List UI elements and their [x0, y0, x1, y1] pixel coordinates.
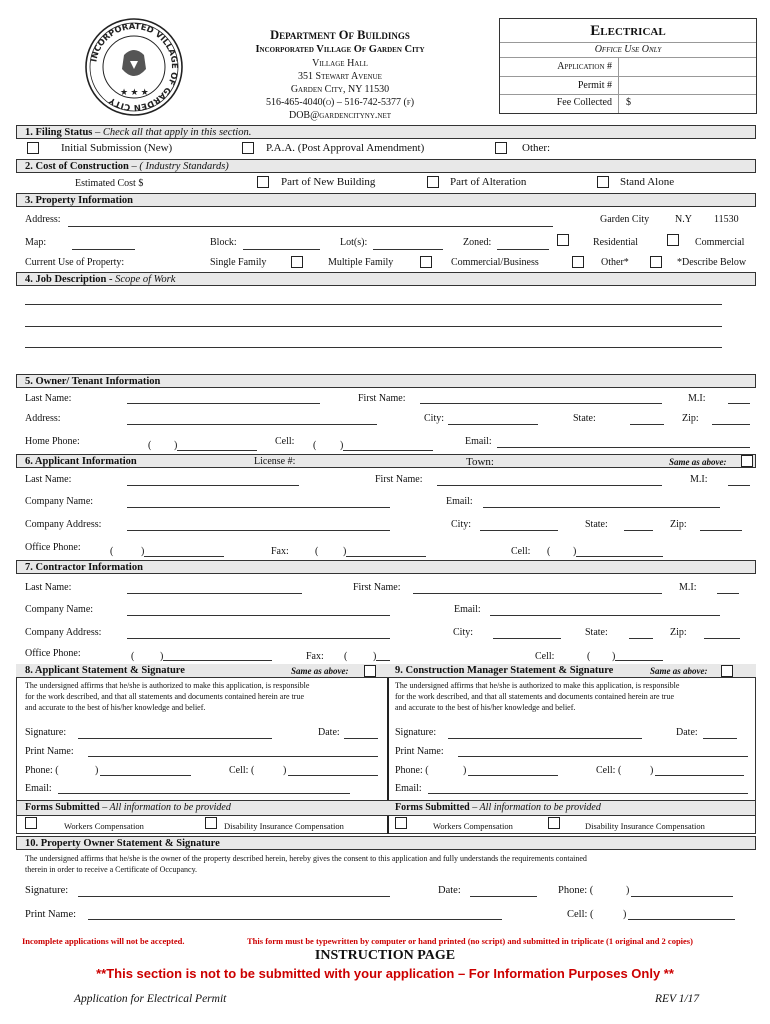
owner-signature-label: Signature:	[25, 885, 69, 896]
contractor-zip-label: Zip:	[670, 627, 687, 638]
owner-email-label: Email:	[465, 436, 492, 447]
commercial-checkbox[interactable]	[667, 234, 679, 246]
owner-cell-field[interactable]	[343, 450, 433, 451]
contractor-last-name-label: Last Name:	[25, 582, 72, 593]
owner-first-name-label: First Name:	[358, 393, 406, 404]
other-use-checkbox[interactable]	[650, 256, 662, 268]
home-phone-paren-open: (	[148, 440, 152, 451]
applicant-office-paren-open: (	[110, 546, 114, 557]
contractor-zip-field[interactable]	[704, 638, 740, 639]
applicant-zip-label: Zip:	[670, 519, 687, 530]
owner-city-field[interactable]	[448, 424, 538, 425]
applicant-cell-phone-paren-close: )	[283, 765, 287, 776]
applicant-disability-label: Disability Insurance Compensation	[224, 821, 344, 831]
cm-date-label: Date:	[676, 727, 698, 738]
other-use-label: Other*	[601, 257, 629, 268]
village-hall: Village Hall	[312, 58, 368, 69]
contractor-company-label: Company Name:	[25, 604, 94, 615]
applicant-cell-phone-label: Cell: (	[229, 765, 255, 776]
applicant-fax-paren-open: (	[315, 546, 319, 557]
fee-dollar-sign: $	[626, 97, 631, 108]
revision-label: REV 1/17	[655, 993, 700, 1005]
cm-cell-phone-field[interactable]	[655, 775, 744, 776]
single-family-checkbox[interactable]	[291, 256, 303, 268]
town-label: Town:	[466, 456, 494, 468]
owner-phone-label: Phone: (	[558, 885, 594, 896]
applicant-date-label: Date:	[318, 727, 340, 738]
applicant-first-name-field[interactable]	[437, 485, 662, 486]
filing-status-header: 1. Filing Status – Check all that apply in this section.	[16, 125, 756, 139]
cm-forms-submitted: Forms Submitted – All information to be provided	[395, 802, 601, 813]
applicant-statement-same-checkbox[interactable]	[364, 665, 376, 677]
owner-cell-phone-paren-close: )	[623, 909, 627, 920]
applicant-print-name-field[interactable]	[88, 756, 378, 757]
owner-last-name-label: Last Name:	[25, 393, 72, 404]
cell-paren-open: (	[313, 440, 317, 451]
contractor-mi-field[interactable]	[717, 593, 739, 594]
home-phone-paren-close: )	[174, 440, 178, 451]
applicant-company-field[interactable]	[127, 507, 390, 508]
applicant-signature-field[interactable]	[78, 738, 272, 739]
village-name: Incorporated Village Of Garden City	[255, 44, 425, 55]
owner-signature-field[interactable]	[78, 896, 390, 897]
owner-address-label: Address:	[25, 413, 61, 424]
owner-last-name-field[interactable]	[127, 403, 320, 404]
property-address-label: Address:	[25, 214, 61, 225]
contractor-cell-paren-close: )	[612, 651, 616, 662]
permit-number-label: Permit #	[577, 80, 612, 91]
cm-phone-paren-close: )	[463, 765, 467, 776]
contractor-first-name-field[interactable]	[413, 593, 662, 594]
owner-phone-paren-close: )	[626, 885, 630, 896]
owner-phone-field[interactable]	[631, 896, 733, 897]
phone-fax: 516-465-4040(o) – 516-742-5377 (f)	[265, 97, 415, 108]
applicant-fax-field[interactable]	[346, 556, 426, 557]
applicant-same-checkbox[interactable]	[741, 455, 753, 467]
applicant-cell-label: Cell:	[511, 546, 531, 557]
contractor-info-header: 7. Contractor Information	[16, 560, 756, 574]
job-description-header: 4. Job Description - Scope of Work	[16, 272, 756, 286]
property-owner-statement-header: 10. Property Owner Statement & Signature	[16, 836, 756, 850]
applicant-last-name-field[interactable]	[127, 485, 299, 486]
property-city: Garden City	[600, 214, 650, 225]
map-label: Map:	[25, 237, 47, 248]
owner-mi-field[interactable]	[728, 403, 750, 404]
property-address-field[interactable]	[68, 226, 553, 227]
applicant-phone-label: Phone: (	[25, 765, 59, 776]
owner-first-name-field[interactable]	[420, 403, 662, 404]
contractor-city-label: City:	[453, 627, 474, 638]
owner-home-phone-field[interactable]	[177, 450, 257, 451]
fee-collected-label: Fee Collected	[556, 97, 612, 108]
contractor-cell-paren-open: (	[587, 651, 591, 662]
applicant-statement-line-2: for the work described, and that all statements and documents contained herein are true	[25, 692, 305, 701]
initial-submission-checkbox[interactable]	[27, 142, 39, 154]
street-address: 351 Stewart Avenue	[298, 71, 382, 82]
owner-statement-line-1: The undersigned affirms that he/she is the owner of the property described herein, hereby gives the consent to this application and fully understands the requirements contained	[25, 854, 587, 863]
owner-date-label: Date:	[438, 885, 461, 896]
contractor-last-name-field[interactable]	[127, 593, 302, 594]
applicant-cell-paren-close: )	[573, 546, 577, 557]
applicant-email-field[interactable]	[483, 507, 720, 508]
applicant-cell-paren-open: (	[547, 546, 551, 557]
cm-disability-label: Disability Insurance Compensation	[585, 821, 705, 831]
contractor-state-label: State:	[585, 627, 608, 638]
cm-signature-field[interactable]	[448, 738, 642, 739]
applicant-fax-paren-close: )	[343, 546, 347, 557]
owner-state-label: State:	[573, 413, 596, 424]
stand-alone-label: Stand Alone	[620, 176, 675, 188]
cm-date-field[interactable]	[703, 738, 737, 739]
applicant-disability-checkbox[interactable]	[205, 817, 217, 829]
paa-label: P.A.A. (Post Approval Amendment)	[266, 142, 425, 154]
applicant-office-phone-label: Office Phone:	[25, 542, 81, 553]
cm-phone-field[interactable]	[468, 775, 558, 776]
cm-print-name-label: Print Name:	[395, 746, 444, 757]
svg-text:★ ★ ★: ★ ★ ★	[120, 87, 149, 97]
cm-workers-comp-checkbox[interactable]	[395, 817, 407, 829]
dept-email: DOB@gardencityny.net	[288, 110, 392, 121]
applicant-state-field[interactable]	[624, 530, 653, 531]
applicant-office-phone-field[interactable]	[144, 556, 224, 557]
instruction-page-title: INSTRUCTION PAGE	[314, 948, 456, 963]
owner-address-field[interactable]	[127, 424, 377, 425]
cm-disability-checkbox[interactable]	[548, 817, 560, 829]
applicant-first-name-label: First Name:	[375, 474, 423, 485]
applicant-cell-phone-field[interactable]	[288, 775, 378, 776]
residential-checkbox[interactable]	[557, 234, 569, 246]
owner-zip-field[interactable]	[712, 424, 750, 425]
office-title: Electrical	[590, 23, 666, 39]
owner-state-field[interactable]	[630, 424, 664, 425]
zoned-field[interactable]	[497, 249, 549, 250]
contractor-fax-field[interactable]	[376, 660, 390, 661]
block-field[interactable]	[243, 249, 320, 250]
contractor-cell-field[interactable]	[615, 660, 663, 661]
applicant-company-address-field[interactable]	[127, 530, 390, 531]
describe-below-label: *Describe Below	[677, 257, 747, 268]
applicant-statement-line-3: and accurate to the best of his/her knowledge and belief.	[25, 703, 206, 712]
new-building-label: Part of New Building	[281, 176, 376, 188]
applicant-office-paren-close: )	[141, 546, 145, 557]
owner-email-field[interactable]	[497, 447, 750, 448]
applicant-city-label: City:	[451, 519, 472, 530]
applicant-statement-same-label: Same as above:	[291, 666, 349, 676]
not-submitted-notice: **This section is not to be submitted with your application – For Information Purposes Only **	[96, 966, 674, 981]
block-label: Block:	[210, 237, 237, 248]
owner-tenant-header: 5. Owner/ Tenant Information	[16, 374, 756, 388]
contractor-first-name-label: First Name:	[353, 582, 401, 593]
village-seal	[84, 17, 184, 117]
contractor-office-phone-label: Office Phone:	[25, 648, 81, 659]
other-filing-checkbox[interactable]	[495, 142, 507, 154]
applicant-forms-submitted: Forms Submitted – All information to be provided	[25, 802, 231, 813]
office-use-box	[499, 18, 757, 114]
license-label: License #:	[254, 456, 296, 467]
application-number-label: Application #	[557, 61, 612, 72]
multiple-family-label: Multiple Family	[328, 257, 394, 268]
owner-cell-label: Cell:	[275, 436, 295, 447]
cm-statement-line-1: The undersigned affirms that he/she is authorized to make this application, is responsible	[395, 681, 680, 690]
contractor-cell-label: Cell:	[535, 651, 555, 662]
owner-cell-phone-field[interactable]	[628, 919, 735, 920]
applicant-workers-comp-label: Workers Compensation	[64, 821, 144, 831]
paa-checkbox[interactable]	[242, 142, 254, 154]
contractor-state-field[interactable]	[629, 638, 653, 639]
owner-date-field[interactable]	[470, 896, 537, 897]
current-use-label: Current Use of Property:	[25, 257, 125, 268]
applicant-company-address-label: Company Address:	[25, 519, 102, 530]
applicant-phone-paren-close: )	[95, 765, 99, 776]
applicant-date-field[interactable]	[344, 738, 378, 739]
owner-statement-line-2: therein in order to receive a Certificate of Occupancy.	[25, 865, 198, 874]
property-state: N.Y	[675, 214, 692, 225]
contractor-office-phone-field[interactable]	[163, 660, 272, 661]
cm-print-name-field[interactable]	[458, 756, 748, 757]
svg-text:INCORPORATED VILLAGE OF GARDEN: INCORPORATED VILLAGE OF GARDEN CITY	[88, 20, 181, 114]
applicant-last-name-label: Last Name:	[25, 474, 72, 485]
initial-submission-label: Initial Submission (New)	[61, 142, 173, 154]
contractor-fax-paren-open: (	[344, 651, 348, 662]
typewritten-notice: This form must be typewritten by computer or hand printed (no script) and submitted in triplicate (1 original and 2 copies)	[247, 936, 693, 946]
estimated-cost-label: Estimated Cost $	[75, 178, 144, 189]
applicant-state-label: State:	[585, 519, 608, 530]
property-zip: 11530	[714, 214, 739, 225]
applicant-cell-field[interactable]	[576, 556, 663, 557]
stand-alone-checkbox[interactable]	[597, 176, 609, 188]
new-building-checkbox[interactable]	[257, 176, 269, 188]
applicant-print-name-label: Print Name:	[25, 746, 74, 757]
contractor-mi-label: M.I:	[679, 582, 697, 593]
other-filing-label: Other:	[522, 142, 551, 154]
applicant-signature-label: Signature:	[25, 727, 67, 738]
contractor-company-field[interactable]	[127, 615, 390, 616]
alteration-label: Part of Alteration	[450, 176, 527, 188]
multiple-family-checkbox[interactable]	[420, 256, 432, 268]
zoned-label: Zoned:	[463, 237, 492, 248]
contractor-company-address-field[interactable]	[127, 638, 390, 639]
lots-field[interactable]	[373, 249, 443, 250]
contractor-email-field[interactable]	[490, 615, 720, 616]
applicant-phone-field[interactable]	[100, 775, 191, 776]
cm-cell-phone-label: Cell: (	[596, 765, 622, 776]
applicant-company-label: Company Name:	[25, 496, 94, 507]
applicant-zip-field[interactable]	[700, 530, 742, 531]
alteration-checkbox[interactable]	[427, 176, 439, 188]
contractor-company-address-label: Company Address:	[25, 627, 102, 638]
applicant-statement-line-1: The undersigned affirms that he/she is authorized to make this application, is responsible	[25, 681, 310, 690]
cost-of-construction-header: 2. Cost of Construction – ( Industry Standards)	[16, 159, 756, 173]
residential-label: Residential	[593, 237, 638, 248]
applicant-info-header: 6. Applicant Information	[16, 454, 756, 468]
applicant-fax-label: Fax:	[271, 546, 289, 557]
owner-print-name-field[interactable]	[88, 919, 502, 920]
property-info-header: 3. Property Information	[16, 193, 756, 207]
contractor-office-paren-open: (	[131, 651, 135, 662]
applicant-workers-comp-checkbox[interactable]	[25, 817, 37, 829]
dept-title: Department Of Buildings	[270, 28, 410, 42]
cm-statement-same-label: Same as above:	[650, 666, 708, 676]
cell-paren-close: )	[340, 440, 344, 451]
contractor-fax-label: Fax:	[306, 651, 324, 662]
map-field[interactable]	[72, 249, 135, 250]
cm-cell-phone-paren-close: )	[650, 765, 654, 776]
owner-home-phone-label: Home Phone:	[25, 436, 80, 447]
contractor-email-label: Email:	[454, 604, 481, 615]
owner-print-name-label: Print Name:	[25, 909, 77, 920]
job-description-line-2[interactable]	[25, 326, 722, 327]
cm-sig-email-field[interactable]	[428, 793, 748, 794]
commercial-business-label: Commercial/Business	[451, 257, 539, 268]
cm-statement-title: 9. Construction Manager Statement & Signature	[395, 665, 614, 676]
commercial-business-checkbox[interactable]	[572, 256, 584, 268]
applicant-mi-field[interactable]	[728, 485, 750, 486]
cm-workers-comp-label: Workers Compensation	[433, 821, 513, 831]
incomplete-notice: Incomplete applications will not be accepted.	[22, 936, 185, 946]
contractor-office-paren-close: )	[160, 651, 164, 662]
applicant-mi-label: M.I:	[690, 474, 708, 485]
owner-zip-label: Zip:	[682, 413, 699, 424]
commercial-label: Commercial	[695, 237, 745, 248]
applicant-email-label: Email:	[446, 496, 473, 507]
cm-sig-email-label: Email:	[395, 783, 422, 794]
lots-label: Lot(s):	[340, 237, 368, 248]
applicant-sig-email-label: Email:	[25, 783, 52, 794]
owner-cell-phone-label: Cell: (	[567, 909, 594, 920]
applicant-sig-email-field[interactable]	[58, 793, 350, 794]
city-state-zip: Garden City, NY 11530	[290, 84, 390, 95]
cm-statement-line-3: and accurate to the best of his/her knowledge and belief.	[395, 703, 576, 712]
contractor-city-field[interactable]	[493, 638, 561, 639]
single-family-label: Single Family	[210, 257, 267, 268]
job-description-line-1[interactable]	[25, 304, 722, 305]
contractor-fax-paren-close: )	[373, 651, 377, 662]
cm-phone-label: Phone: (	[395, 765, 429, 776]
cm-statement-line-2: for the work described, and that all statements and documents contained herein are true	[395, 692, 675, 701]
owner-city-label: City:	[424, 413, 445, 424]
application-footer-title: Application for Electrical Permit	[74, 993, 227, 1005]
applicant-statement-title: 8. Applicant Statement & Signature	[25, 665, 185, 676]
job-description-line-3[interactable]	[25, 347, 722, 348]
cm-signature-label: Signature:	[395, 727, 437, 738]
owner-mi-label: M.I:	[688, 393, 706, 404]
applicant-city-field[interactable]	[480, 530, 558, 531]
applicant-same-label: Same as above:	[669, 457, 727, 467]
office-subtitle: Office Use Only	[594, 44, 662, 55]
cm-statement-same-checkbox[interactable]	[721, 665, 733, 677]
